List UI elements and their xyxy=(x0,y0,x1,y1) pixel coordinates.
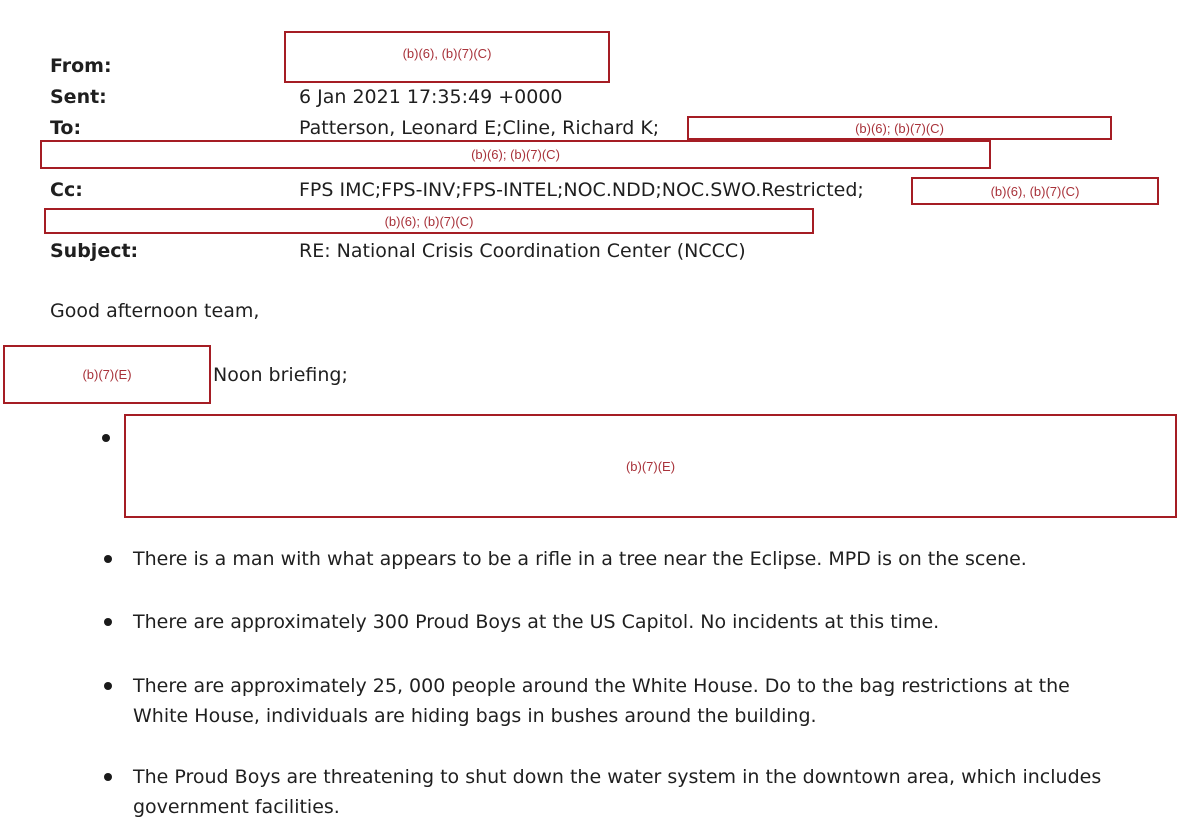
redaction-code: (b)(6), (b)(7)(C) xyxy=(990,183,1080,199)
from-redaction-box xyxy=(284,31,610,83)
subject-value: RE: National Crisis Coordination Center (NCCC) xyxy=(299,240,746,262)
cc-label: Cc: xyxy=(50,179,83,201)
redaction-code: (b)(6), (b)(7)(C) xyxy=(402,45,492,61)
greeting: Good afternoon team, xyxy=(50,300,260,322)
from-label: From: xyxy=(50,55,112,77)
bullet-dot xyxy=(104,682,112,690)
sent-label: Sent: xyxy=(50,86,107,108)
bullet-dot xyxy=(104,773,112,781)
bullet-dot xyxy=(104,555,112,563)
bullet-item: The Proud Boys are threatening to shut down the water system in the downtown area, which includes government facilities. xyxy=(133,766,1102,818)
cc-redaction-box-1 xyxy=(911,177,1159,205)
bullet-dot xyxy=(102,434,110,442)
cc-redaction-box-2 xyxy=(44,208,814,234)
redaction-code: (b)(6); (b)(7)(C) xyxy=(471,147,560,162)
to-label: To: xyxy=(50,117,82,139)
subject-label: Subject: xyxy=(50,240,139,262)
briefing-intro: Noon briefing; xyxy=(213,364,348,386)
cc-value: FPS IMC;FPS-INV;FPS-INTEL;NOC.NDD;NOC.SWO.Restricted; xyxy=(299,179,864,201)
briefing-redaction-box xyxy=(3,345,211,404)
bullet-item: There are approximately 300 Proud Boys at the US Capitol. No incidents at this time. xyxy=(133,611,940,633)
redaction-code: (b)(7)(E) xyxy=(82,367,132,382)
sent-value: 6 Jan 2021 17:35:49 +0000 xyxy=(299,86,563,108)
to-value: Patterson, Leonard E;Cline, Richard K; xyxy=(299,117,660,139)
redaction-code: (b)(7)(E) xyxy=(625,458,676,474)
bullet-item: There is a man with what appears to be a rifle in a tree near the Eclipse. MPD is on the scene. xyxy=(133,548,1027,570)
to-redaction-box-2 xyxy=(40,140,991,169)
bullet-dot xyxy=(104,618,112,626)
redaction-code: (b)(6); (b)(7)(C) xyxy=(855,120,944,136)
bullet-redaction-box xyxy=(124,414,1177,518)
to-redaction-box-1 xyxy=(687,116,1112,140)
bullet-item: There are approximately 25, 000 people around the White House. Do to the bag restrictions at the White House, individuals are hiding bags in bushes around the building. xyxy=(133,675,1070,727)
redaction-code: (b)(6); (b)(7)(C) xyxy=(384,213,474,229)
